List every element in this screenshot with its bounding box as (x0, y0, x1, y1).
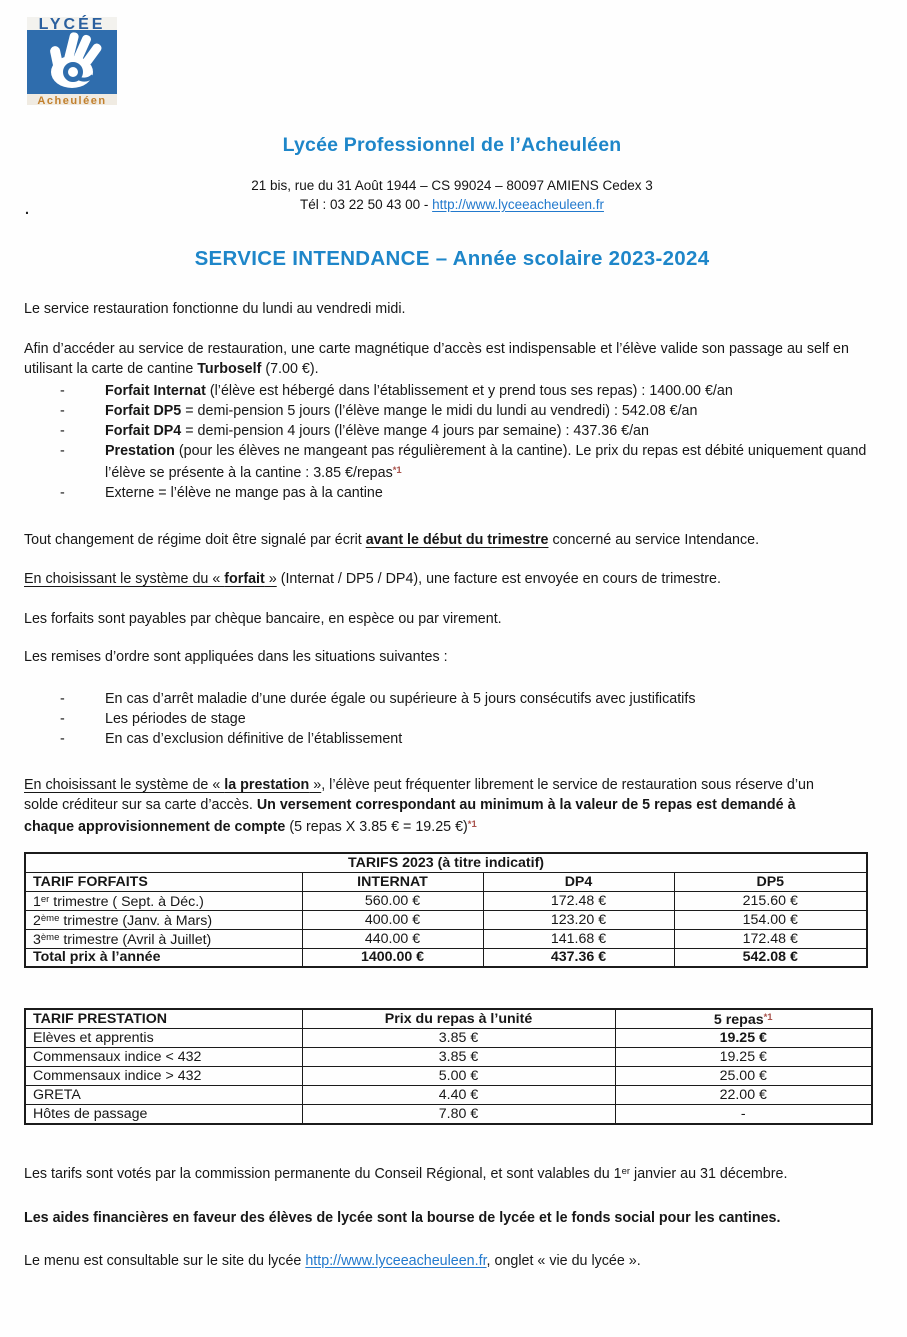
list-item-prestation: - Prestation (pour les élèves ne mangeant pas régulièrement à la cantine). Le prix du repas est débité uniquement quand l’élève se présente à la cantine : 3.85 €/repas$^{*1}$ (60, 443, 867, 481)
column-header-dp5: DP5 (674, 872, 867, 891)
internat-price-cell: 400.00 € (302, 910, 483, 929)
forfait-underlined-segment: En choisissant le système du « forfait » (24, 571, 277, 587)
footnote-marker: *1 (763, 1012, 773, 1023)
dp4-price-cell: 172.48 € (483, 891, 674, 910)
regime-list (24, 381, 880, 503)
table-row-eleves (25, 1029, 872, 1048)
school-website-link[interactable]: http://www.lyceeacheuleen.fr (432, 197, 604, 212)
five-meals-cell: 22.00 € (615, 1086, 872, 1105)
list-item-maladie: - En cas d’arrêt maladie d’une durée égale ou supérieure à 5 jours consécutifs avec justificatifs (60, 691, 696, 707)
table-caption-row (25, 853, 867, 872)
category-cell: Commensaux indice > 432 (25, 1067, 302, 1086)
bullet-dash: - (60, 711, 65, 727)
dp5-price-cell: 172.48 € (674, 929, 867, 948)
column-header-internat: INTERNAT (302, 872, 483, 891)
internat-price-cell: 560.00 € (302, 891, 483, 910)
prestation-system-paragraph: En choisissant le système de « la prestation », l’élève peut fréquenter librement le service de restauration sous réserve d’un solde créditeur sur sa carte d’accès. Un versement correspondant au minimum à la valeur de 5 repas est demandé à chaque approvisionnement de compte (5 repas X 3.85 € = 19.25 €)$^{*1}$ (24, 777, 814, 835)
bullet-dash: - (60, 383, 65, 399)
remises-list (24, 689, 880, 749)
internat-total-cell: 1400.00 € (302, 948, 483, 967)
dp5-price-cell: 154.00 € (674, 910, 867, 929)
five-meals-cell: - (615, 1105, 872, 1124)
five-meals-cell: 19.25 € (615, 1029, 872, 1048)
footnote-marker: *1 (467, 819, 477, 830)
trimester-label-cell: 3ème trimestre (Avril à Juillet) (25, 929, 302, 948)
bullet-dash: - (60, 691, 65, 707)
unit-price-cell: 4.40 € (302, 1086, 615, 1105)
table-caption: TARIFS 2023 (à titre indicatif) (25, 853, 867, 872)
remises-intro-paragraph: Les remises d’ordre sont appliquées dans les situations suivantes : (24, 649, 448, 665)
bullet-dash: - (60, 731, 65, 747)
access-card-paragraph: Afin d’accéder au service de restauration, une carte magnétique d’accès est indispensable et l’élève valide son passage au self en utilisant la carte de cantine Turboself (7.00 €). (24, 341, 849, 377)
logo-bottom-text: Acheuléen (37, 95, 107, 106)
column-header-dp4: DP4 (483, 872, 674, 891)
trimester-label-cell: 1er trimestre ( Sept. à Déc.) (25, 891, 302, 910)
forfaits-table (24, 852, 868, 968)
address-line: 21 bis, rue du 31 Août 1944 – CS 99024 – 80097 AMIENS Cedex 3 (251, 178, 653, 193)
internat-price-cell: 440.00 € (302, 929, 483, 948)
category-cell: GRETA (25, 1086, 302, 1105)
list-item-forfait-dp5: - Forfait DP5 = demi-pension 5 jours (l’élève mange le midi du lundi au vendredi) : 542.08 €/an (60, 403, 698, 419)
payment-methods-paragraph: Les forfaits sont payables par chèque bancaire, en espèce ou par virement. (24, 611, 502, 627)
column-header-forfaits: TARIF FORFAITS (25, 872, 302, 891)
five-meals-cell: 19.25 € (615, 1048, 872, 1067)
logo-graphic (25, 8, 121, 106)
stray-dot: . (25, 202, 29, 218)
phone-number: Tél : 03 22 50 43 00 - (300, 197, 433, 212)
doc-title: SERVICE INTENDANCE – Année scolaire 2023-2024 (194, 247, 710, 270)
menu-info-paragraph: Le menu est consultable sur le site du lycée http://www.lyceeacheuleen.fr, onglet « vie du lycée ». (24, 1252, 641, 1269)
unit-price-cell: 5.00 € (302, 1067, 615, 1086)
financial-aid-paragraph: Les aides financières en faveur des élèves de lycée sont la bourse de lycée et le fonds social pour les cantines. (24, 1209, 781, 1226)
school-address-block (24, 176, 880, 214)
school-name: Lycée Professionnel de l’Acheuléen (282, 134, 622, 156)
table-header-row (25, 1009, 872, 1029)
list-item-externe: - Externe = l’élève ne mange pas à la cantine (60, 485, 383, 501)
table-row-trimestre-2 (25, 910, 867, 929)
column-header-prestation: TARIF PRESTATION (25, 1009, 302, 1029)
phone-line (24, 195, 880, 214)
unit-price-cell: 3.85 € (302, 1048, 615, 1067)
deadline-emphasis: avant le début du trimestre (365, 532, 549, 548)
category-cell: Hôtes de passage (25, 1105, 302, 1124)
table-row-hotes (25, 1105, 872, 1124)
column-header-5-repas: 5 repas$^{*1}$ (615, 1009, 872, 1029)
prestation-table (24, 1008, 873, 1125)
category-cell: Commensaux indice < 432 (25, 1048, 302, 1067)
versement-emphasis: Un versement correspondant au minimum à la valeur de 5 repas est demandé à chaque approvisionnement de compte (24, 797, 796, 835)
bullet-dash: - (60, 485, 65, 501)
logo-top-text: LYCÉE (38, 16, 106, 33)
dp4-price-cell: 123.20 € (483, 910, 674, 929)
trimester-label-cell: 2ème trimestre (Janv. à Mars) (25, 910, 302, 929)
regime-change-paragraph: Tout changement de régime doit être signalé par écrit avant le début du trimestre concerné au service Intendance. (24, 532, 760, 548)
list-item-exclusion: - En cas d’exclusion définitive de l’établissement (60, 731, 403, 747)
list-item-forfait-internat: - Forfait Internat (l’élève est hébergé dans l’établissement et y prend tous ses repas) : 1400.00 €/an (60, 383, 733, 399)
unit-price-cell: 3.85 € (302, 1029, 615, 1048)
table-row-greta (25, 1086, 872, 1105)
dp5-total-cell: 542.08 € (674, 948, 867, 967)
list-item-stage: - Les périodes de stage (60, 711, 246, 727)
dp4-price-cell: 141.68 € (483, 929, 674, 948)
table-row-commensaux-sup (25, 1067, 872, 1086)
footnote-marker: *1 (392, 465, 402, 476)
prestation-underlined-segment: En choisissant le système de « la prestation » (24, 777, 322, 793)
bullet-dash: - (60, 403, 65, 419)
unit-price-cell: 7.80 € (302, 1105, 615, 1124)
dp5-price-cell: 215.60 € (674, 891, 867, 910)
forfait-system-paragraph: En choisissant le système du « forfait » (Internat / DP5 / DP4), une facture est envoyée en cours de trimestre. (24, 571, 721, 587)
table-row-total (25, 948, 867, 967)
menu-website-link[interactable]: http://www.lyceeacheuleen.fr (305, 1252, 487, 1269)
service-hours-paragraph: Le service restauration fonctionne du lundi au vendredi midi. (24, 301, 406, 317)
category-cell: Elèves et apprentis (25, 1029, 302, 1048)
table-header-row (25, 872, 867, 891)
bullet-dash: - (60, 423, 65, 439)
tarifs-validity-paragraph: Les tarifs sont votés par la commission permanente du Conseil Régional, et sont valables du 1er janvier au 31 décembre. (24, 1165, 788, 1182)
table-row-trimestre-1 (25, 891, 867, 910)
total-label-cell: Total prix à l’année (25, 948, 302, 967)
dp4-total-cell: 437.36 € (483, 948, 674, 967)
column-header-prix-unite: Prix du repas à l’unité (302, 1009, 615, 1029)
table-row-commensaux-inf (25, 1048, 872, 1067)
list-item-forfait-dp4: - Forfait DP4 = demi-pension 4 jours (l’élève mange 4 jours par semaine) : 437.36 €/an (60, 423, 649, 439)
school-logo (25, 8, 121, 106)
turboself-label: Turboself (197, 361, 262, 377)
table-row-trimestre-3 (25, 929, 867, 948)
bullet-dash: - (60, 443, 65, 459)
five-meals-cell: 25.00 € (615, 1067, 872, 1086)
